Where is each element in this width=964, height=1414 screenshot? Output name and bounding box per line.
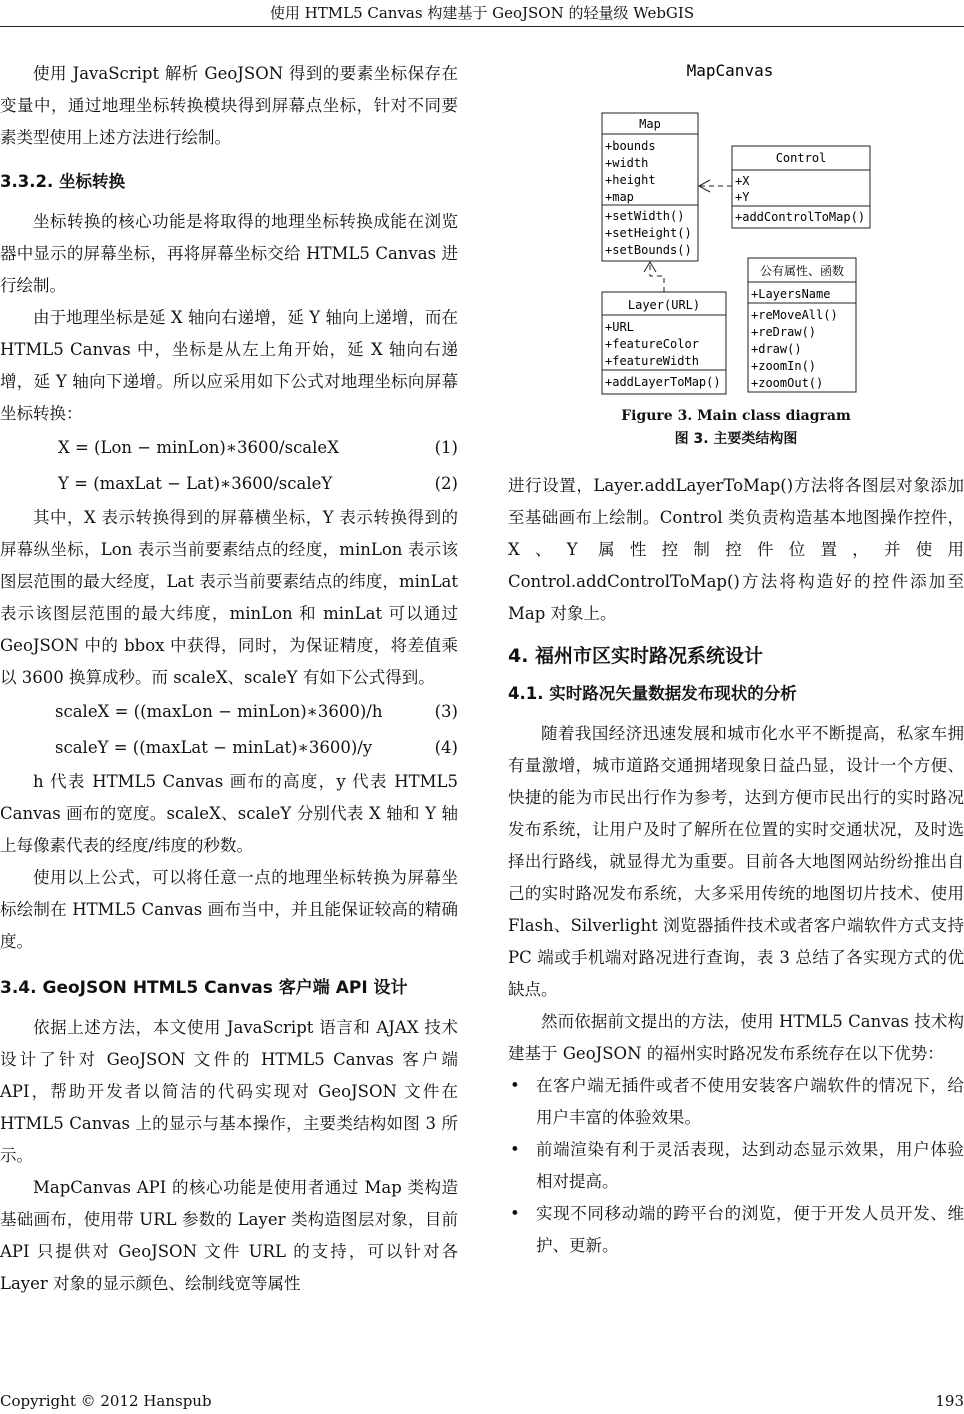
equation-1 [0,430,458,466]
class-diagram [508,58,964,398]
paragraph: 使用以上公式，可以将任意一点的地理坐标转换为屏幕坐标绘制在 HTML5 Canvas 画布当中，并且能保证较高的精确度。 [0,868,458,951]
paragraph: MapCanvas API 的核心功能是使用者通过 Map 类构造基础画布，使用带 URL 参数的 Layer 类构造图层对象，目前 API 只提供对 GeoJSON 文件 URL 的支持，可以针对各 Layer 对象的显示颜色、绘制线宽等属性 [0,1178,458,1293]
paragraph: h 代表 HTML5 Canvas 画布的高度，y 代表 HTML5 Canvas 画布的宽度。scaleX、scaleY 分别代表 X 轴和 Y 轴上每像素代表的经度/纬度的秒数。 [0,772,458,855]
class-layer [602,292,726,394]
list-item: • 在客户端无插件或者不使用安装客户端软件的情况下，给用户丰富的体验效果。 [508,1070,964,1134]
section-heading-3-3-2: 3.3.2. 坐标转换 [0,172,125,191]
figure-caption-cn: 图 3. 主要类结构图 [674,431,798,447]
figure-caption-en: Figure 3. Main class diagram [621,408,851,424]
list-item: • 实现不同移动端的跨平台的浏览，便于开发人员开发、维护、更新。 [508,1198,964,1262]
equation-text: scaleX = ((maxLon − minLon)∗3600)/h [55,702,383,721]
dependency-arrow-control-map [699,180,732,192]
class-op: +zoomIn() [751,359,817,373]
class-attr: +map [605,190,634,204]
class-map [602,113,698,261]
diagram-title: MapCanvas [686,61,774,80]
class-op: +setHeight() [605,226,692,240]
running-header: 使用 HTML5 Canvas 构建基于 GeoJSON 的轻量级 WebGIS [269,4,695,22]
paragraph: 其中，X 表示转换得到的屏幕横坐标，Y 表示转换得到的屏幕纵坐标，Lon 表示当前要素结点的经度，minLon 表示该图层范围的最大经度，Lat 表示当前要素结点的纬度，minLat 表示该图层范围的最大纬度，minLon 和 minLat 可以通过 GeoJSON 中的 bbox 中获得，同时，为保证精度，将差值乘以 3600 换算成秒。而 scaleX、scaleY 有如下公式得到。 [0,508,458,687]
class-attr: +height [605,173,656,187]
class-attr: +LayersName [751,287,831,301]
equation-number: (3) [434,702,458,721]
right-column [508,470,964,1262]
paragraph: 坐标转换的核心功能是将取得的地理坐标转换成能在浏览器中显示的屏幕坐标，再将屏幕坐标交给 HTML5 Canvas 进行绘制。 [0,212,458,295]
class-op: +draw() [751,342,802,356]
class-attr: +bounds [605,139,656,153]
class-op: +zoomOut() [751,376,824,390]
class-attr: +X [735,174,750,188]
equation-number: (2) [434,474,458,493]
list-item: • 前端渲染有利于灵活表现，达到动态显示效果，用户体验相对提高。 [508,1134,964,1198]
class-name: Map [639,117,661,131]
paragraph: 依据上述方法，本文使用 JavaScript 语言和 AJAX 技术设计了针对 GeoJSON 文件的 HTML5 Canvas 客户端 API，帮助开发者以简洁的代码实现对 GeoJSON 文件在 HTML5 Canvas 上的显示与基本操作，主要类结构如图 3 所示。 [0,1018,458,1165]
class-attr: +Y [735,190,750,204]
equation-text: scaleY = ((maxLat − minLat)∗3600)/y [55,738,373,757]
equation-number: (1) [434,438,458,457]
class-op: +reDraw() [751,325,817,339]
footer-copyright: Copyright © 2012 Hanspub [0,1392,212,1410]
left-column [0,58,458,1300]
equation-text: X = (Lon − minLon)∗3600/scaleX [58,438,339,457]
equation-2 [0,466,458,502]
header-rule [0,26,964,27]
class-op: +reMoveAll() [751,308,838,322]
class-attr: +featureWidth [605,354,699,368]
class-op: +addLayerToMap() [605,375,721,389]
section-heading-3-4: 3.4. GeoJSON HTML5 Canvas 客户端 API 设计 [0,978,408,998]
equation-number: (4) [434,738,458,757]
class-op: +addControlToMap() [735,210,866,224]
section-heading-4-1: 4.1. 实时路况矢量数据发布现状的分析 [508,684,797,703]
dependency-arrow-layer-map [644,262,664,292]
paragraph: 由于地理坐标是延 X 轴向右递增，延 Y 轴向上递增，而在 HTML5 Canvas 中，坐标是从左上角开始，延 X 轴向右递增，延 Y 轴向下递增。所以应采用如下公式对地理坐标向屏幕坐标转换： [0,308,458,423]
equation-3 [0,694,458,730]
advantages-list [508,1070,964,1262]
paragraph: 使用 JavaScript 解析 GeoJSON 得到的要素坐标保存在变量中，通过地理坐标转换模块得到屏幕点坐标，针对不同要素类型使用上述方法进行绘制。 [0,64,458,147]
class-attr: +URL [605,320,634,334]
paragraph: 然而依据前文提出的方法，使用 HTML5 Canvas 技术构建基于 GeoJSON 的福州实时路况发布系统存在以下优势： [508,1012,964,1063]
section-heading-4: 4. 福州市区实时路况系统设计 [508,645,764,667]
class-op: +setWidth() [605,209,685,223]
paragraph: 随着我国经济迅速发展和城市化水平不断提高，私家车拥有量激增，城市道路交通拥堵现象日益凸显，设计一个方便、快捷的能为市民出行作为参考，达到方便市民出行的实时路况发布系统，让用户及时了解所在位置的实时交通状况，及时选择出行路线，就显得尤为重要。目前各大地图网站纷纷推出自己的实时路况发布系统，大多采用传统的地图切片技术、使用 Flash、Silverlight 浏览器插件技术或者客户端软件方式支持 PC 端或手机端对路况进行查询，表 3 总结了各实现方式的优缺点。 [508,724,964,999]
class-name: Control [775,151,827,165]
class-diagram-figure [508,58,964,458]
class-control [732,146,870,228]
equation-4 [0,730,458,766]
class-common [748,258,856,392]
class-attr: +width [605,156,649,170]
class-name: Layer(URL) [627,298,701,312]
class-name: 公有属性、函数 [759,264,845,278]
class-op: +setBounds() [605,243,692,257]
paragraph: 进行设置，Layer.addLayerToMap()方法将各图层对象添加至基础画布上绘制。Control 类负责构造基本地图操作控件，X、Y 属性控制控件位置，并使用 Control.addControlToMap()方法将构造好的控件添加至 Map 对象上。 [508,476,964,623]
equation-text: Y = (maxLat − Lat)∗3600/scaleY [58,474,333,493]
class-attr: +featureColor [605,337,699,351]
page-number: 193 [935,1392,964,1410]
